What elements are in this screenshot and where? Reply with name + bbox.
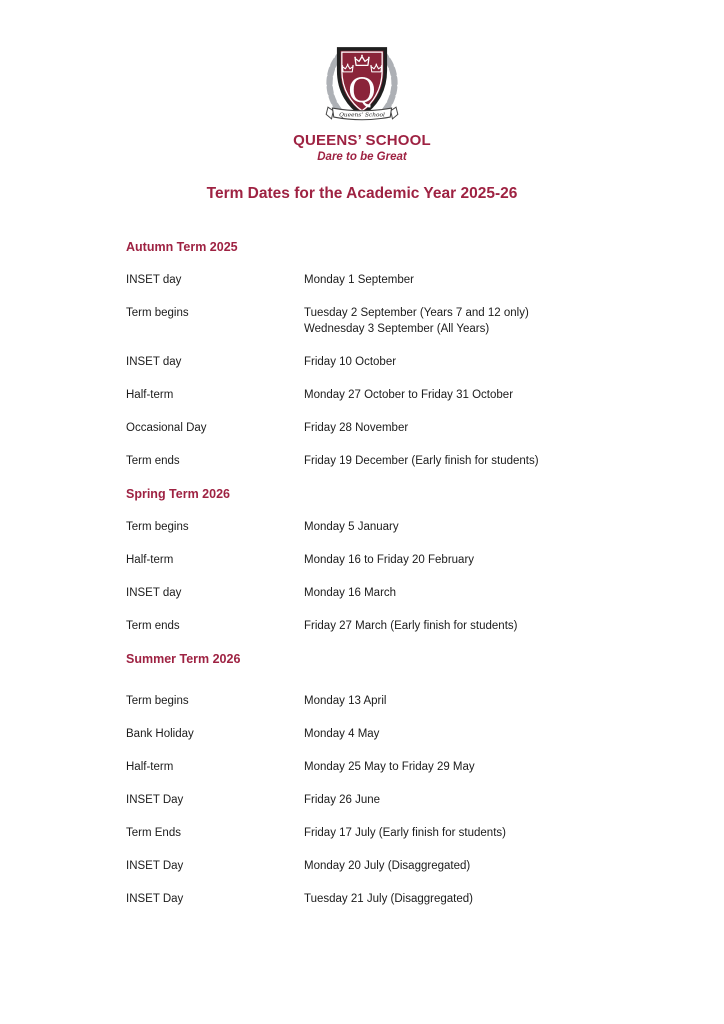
event-date-line: Tuesday 2 September (Years 7 and 12 only): [304, 307, 529, 319]
term-date-row: [126, 759, 614, 775]
section-summer-term: [126, 651, 614, 907]
event-label: Term begins: [126, 307, 189, 319]
event-label: Half-term: [126, 389, 174, 401]
event-date: Friday 17 July (Early finish for students): [304, 827, 506, 839]
event-label: Half-term: [126, 554, 174, 566]
term-date-row: [126, 387, 614, 403]
event-label: Term ends: [126, 620, 180, 632]
school-motto: Dare to be Great: [317, 151, 407, 163]
section-title: Spring Term 2026: [126, 487, 230, 501]
event-date: [304, 305, 614, 337]
term-date-row: [126, 272, 614, 288]
event-date: Monday 4 May: [304, 728, 380, 740]
event-label: Term begins: [126, 521, 189, 533]
event-date: Monday 13 April: [304, 695, 387, 707]
event-date: Monday 1 September: [304, 274, 414, 286]
event-label: INSET Day: [126, 794, 184, 806]
event-date: Monday 5 January: [304, 521, 399, 533]
event-date: Monday 16 March: [304, 587, 397, 599]
event-label: INSET day: [126, 587, 182, 599]
crest-letter: Q: [348, 70, 376, 111]
term-date-row: [126, 519, 614, 535]
event-label: Term Ends: [126, 827, 181, 839]
event-date: Friday 19 December (Early finish for students): [304, 455, 539, 467]
event-date: Friday 26 June: [304, 794, 381, 806]
term-date-row: [126, 585, 614, 601]
event-date: Monday 27 October to Friday 31 October: [304, 389, 514, 401]
school-crest-icon: [314, 40, 410, 126]
ribbon-text: Queens’ School: [339, 112, 385, 119]
term-date-row: [126, 618, 614, 634]
term-date-row: [126, 552, 614, 568]
event-label: INSET Day: [126, 860, 184, 872]
page-title: Term Dates for the Academic Year 2025-26: [206, 185, 518, 202]
event-date: Friday 10 October: [304, 356, 397, 368]
term-date-row: [126, 453, 614, 469]
event-label: Term ends: [126, 455, 180, 467]
school-name: QUEENS’ SCHOOL: [293, 132, 431, 149]
section-spring-term: [126, 486, 614, 634]
term-dates-content: [126, 239, 614, 907]
event-date: Monday 16 to Friday 20 February: [304, 554, 475, 566]
section-title: Autumn Term 2025: [126, 240, 238, 254]
term-date-row: [126, 858, 614, 874]
event-label: Term begins: [126, 695, 189, 707]
term-date-row: [126, 792, 614, 808]
term-date-row: [126, 354, 614, 370]
section-autumn-term: [126, 239, 614, 469]
term-date-row: [126, 891, 614, 907]
event-date: Friday 28 November: [304, 422, 409, 434]
section-title: Summer Term 2026: [126, 652, 241, 666]
event-label: INSET day: [126, 356, 182, 368]
document-header: [0, 0, 724, 163]
term-date-row: [126, 420, 614, 436]
event-date-line: Wednesday 3 September (All Years): [304, 323, 490, 335]
event-date: Tuesday 21 July (Disaggregated): [304, 893, 473, 905]
event-label: Occasional Day: [126, 422, 207, 434]
event-label: Bank Holiday: [126, 728, 194, 740]
term-date-row: [126, 726, 614, 742]
event-label: INSET Day: [126, 893, 184, 905]
term-date-row: [126, 305, 614, 337]
event-date: Friday 27 March (Early finish for students): [304, 620, 518, 632]
term-date-row: [126, 693, 614, 709]
event-label: INSET day: [126, 274, 182, 286]
event-date: Monday 25 May to Friday 29 May: [304, 761, 475, 773]
event-label: Half-term: [126, 761, 174, 773]
term-date-row: [126, 825, 614, 841]
event-date: Monday 20 July (Disaggregated): [304, 860, 471, 872]
